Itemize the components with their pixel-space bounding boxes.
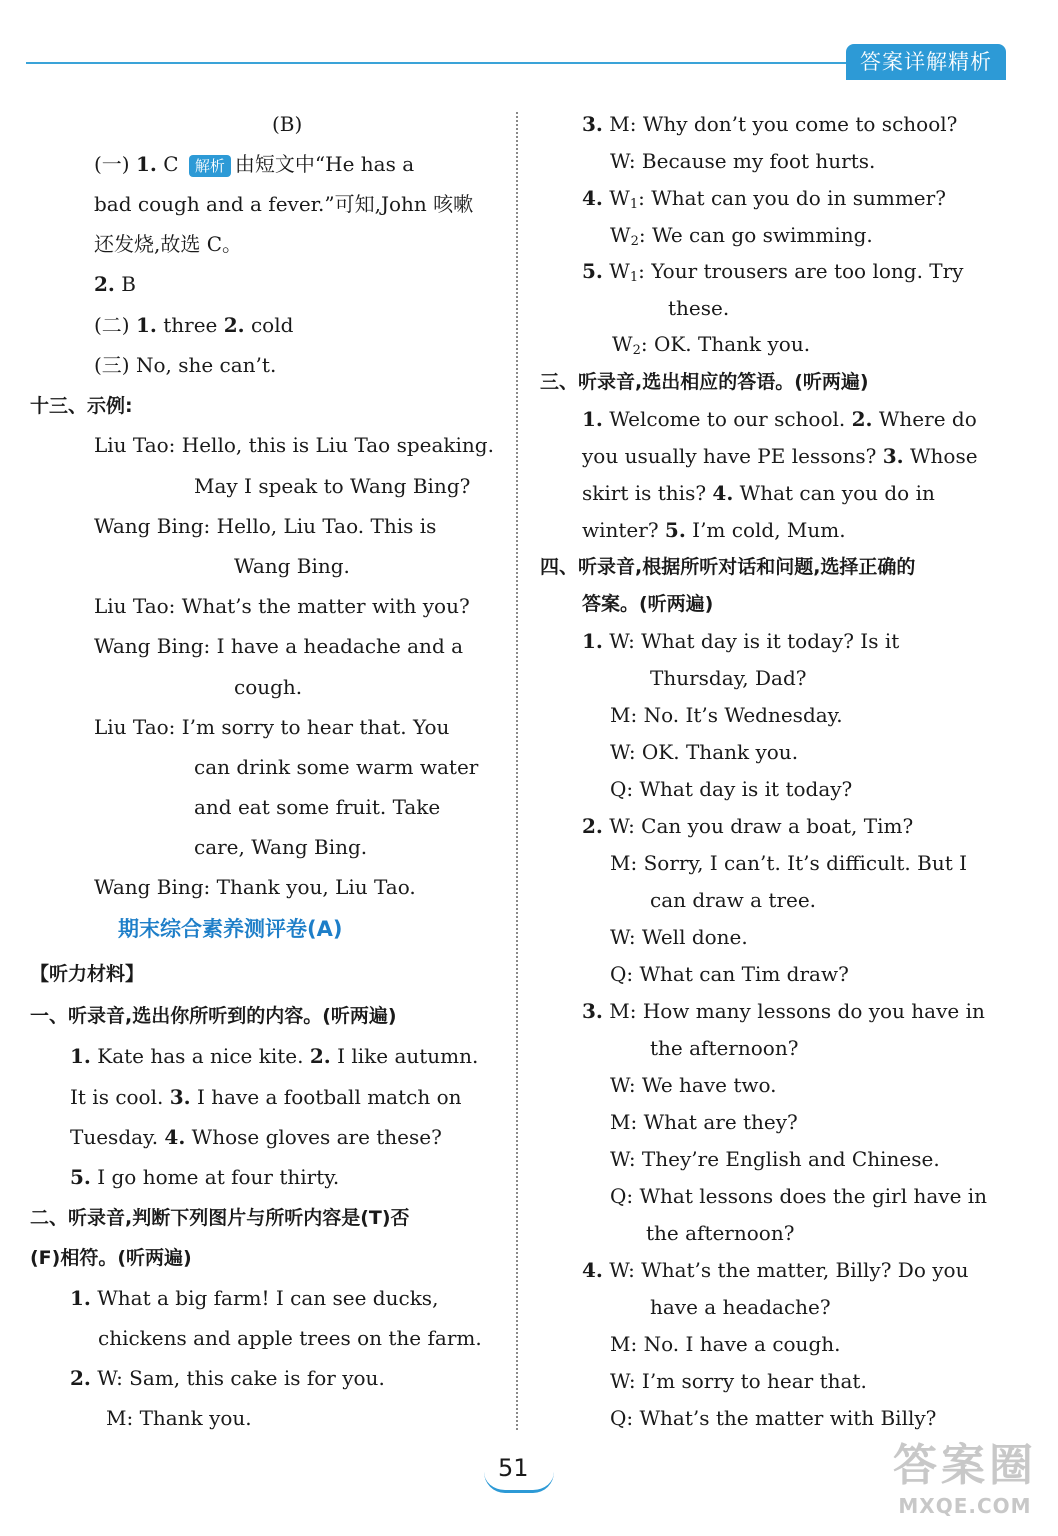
right-line: 3. M: Why don’t you come to school? bbox=[582, 112, 958, 136]
left-line: Tuesday. 4. Whose gloves are these? bbox=[70, 1125, 442, 1149]
left-line: 5. I go home at four thirty. bbox=[70, 1165, 340, 1189]
dialogue-line: Wang Bing: I have a headache and a bbox=[94, 634, 464, 658]
right-line: Q: What’s the matter with Billy? bbox=[610, 1406, 937, 1430]
right-line: can draw a tree. bbox=[650, 888, 817, 912]
right-line: W: Because my foot hurts. bbox=[610, 149, 876, 173]
right-line: $W_2$: We can go swimming. bbox=[610, 223, 873, 249]
jiexi-badge: 解析 bbox=[189, 155, 231, 177]
right-line: W: OK. Thank you. bbox=[610, 740, 799, 764]
section-heading: 一、听录音,选出你所听到的内容。(听两遍) bbox=[30, 1005, 397, 1027]
right-line: 5. $W_1$: Your trousers are too long. Try bbox=[582, 259, 964, 285]
dialogue-line: care, Wang Bing. bbox=[194, 835, 368, 859]
header-rule bbox=[26, 62, 850, 64]
page-number: 51 bbox=[484, 1448, 574, 1494]
right-line: the afternoon? bbox=[650, 1036, 799, 1060]
dialogue-line: May I speak to Wang Bing? bbox=[194, 474, 471, 498]
dialogue-line: cough. bbox=[234, 675, 303, 699]
dialogue-line: can drink some warm water bbox=[194, 755, 479, 779]
section-heading: 三、听录音,选出相应的答语。(听两遍) bbox=[540, 371, 869, 393]
page-number-swoosh bbox=[484, 1472, 554, 1493]
left-line: 2. W: Sam, this cake is for you. bbox=[70, 1366, 385, 1390]
right-line: these. bbox=[668, 296, 730, 320]
right-line: W: We have two. bbox=[610, 1073, 777, 1097]
right-line: 1. Welcome to our school. 2. Where do bbox=[582, 407, 977, 431]
left-line: (一) 1. C 解析 由短文中“He has a bbox=[94, 152, 415, 176]
right-line: Q: What day is it today? bbox=[610, 777, 853, 801]
left-line: chickens and apple trees on the farm. bbox=[98, 1326, 482, 1350]
right-line: winter? 5. I’m cold, Mum. bbox=[582, 518, 846, 542]
left-line: bad cough and a fever.”可知,John 咳嗽 bbox=[94, 192, 474, 216]
left-line: 1. Kate has a nice kite. 2. I like autumn. bbox=[70, 1044, 479, 1068]
right-line: M: No. I have a cough. bbox=[610, 1332, 841, 1356]
right-line: M: No. It’s Wednesday. bbox=[610, 703, 843, 727]
dialogue-line: Liu Tao: I’m sorry to hear that. You bbox=[94, 715, 450, 739]
section-heading: (F)相符。(听两遍) bbox=[30, 1247, 192, 1269]
right-line: the afternoon? bbox=[646, 1221, 795, 1245]
right-line: 4. W: What’s the matter, Billy? Do you bbox=[582, 1258, 969, 1282]
right-line: $W_2$: OK. Thank you. bbox=[612, 332, 811, 358]
section-heading: 答案。(听两遍) bbox=[582, 593, 714, 615]
section-b-title: (B) bbox=[272, 112, 303, 136]
left-line: 2. B bbox=[94, 272, 136, 296]
watermark-logo: 答案圈 MXQE.COM bbox=[893, 1440, 1037, 1518]
dialogue-line: Liu Tao: What’s the matter with you? bbox=[94, 594, 470, 618]
left-line: M: Thank you. bbox=[106, 1406, 252, 1430]
right-line: Q: What can Tim draw? bbox=[610, 962, 849, 986]
left-line: 1. What a big farm! I can see ducks, bbox=[70, 1286, 439, 1310]
right-line: 4. $W_1$: What can you do in summer? bbox=[582, 186, 946, 212]
right-line: Q: What lessons does the girl have in bbox=[610, 1184, 988, 1208]
test-paper-title: 期末综合素养测评卷(A) bbox=[118, 917, 343, 941]
dialogue-line: Wang Bing: Thank you, Liu Tao. bbox=[94, 875, 416, 899]
right-line: M: What are they? bbox=[610, 1110, 798, 1134]
right-line: W: They’re English and Chinese. bbox=[610, 1147, 940, 1171]
section-heading: 十三、示例: bbox=[30, 395, 133, 417]
left-line: 还发烧,故选 C。 bbox=[94, 232, 243, 256]
right-line: you usually have PE lessons? 3. Whose bbox=[582, 444, 978, 468]
right-line: M: Sorry, I can’t. It’s difficult. But I bbox=[610, 851, 967, 875]
right-line: Thursday, Dad? bbox=[650, 666, 807, 690]
right-line: have a headache? bbox=[650, 1295, 831, 1319]
right-line: 3. M: How many lessons do you have in bbox=[582, 999, 985, 1023]
right-line: W: Well done. bbox=[610, 925, 748, 949]
dialogue-line: Wang Bing: Hello, Liu Tao. This is bbox=[94, 514, 437, 538]
left-line: (三) No, she can’t. bbox=[94, 353, 277, 377]
header-tab: 答案详解精析 bbox=[846, 44, 1006, 80]
section-heading: 四、听录音,根据所听对话和问题,选择正确的 bbox=[540, 556, 916, 578]
dialogue-line: and eat some fruit. Take bbox=[194, 795, 441, 819]
right-line: W: I’m sorry to hear that. bbox=[610, 1369, 867, 1393]
dialogue-line: Liu Tao: Hello, this is Liu Tao speaking. bbox=[94, 433, 494, 457]
left-line: It is cool. 3. I have a football match on bbox=[70, 1085, 462, 1109]
dialogue-line: Wang Bing. bbox=[234, 554, 350, 578]
column-divider bbox=[516, 112, 518, 1430]
section-heading: 【听力材料】 bbox=[30, 963, 145, 985]
right-line: skirt is this? 4. What can you do in bbox=[582, 481, 935, 505]
right-line: 1. W: What day is it today? Is it bbox=[582, 629, 900, 653]
left-line: (二) 1. three 2. cold bbox=[94, 313, 294, 337]
right-line: 2. W: Can you draw a boat, Tim? bbox=[582, 814, 914, 838]
section-heading: 二、听录音,判断下列图片与所听内容是(T)否 bbox=[30, 1207, 410, 1229]
